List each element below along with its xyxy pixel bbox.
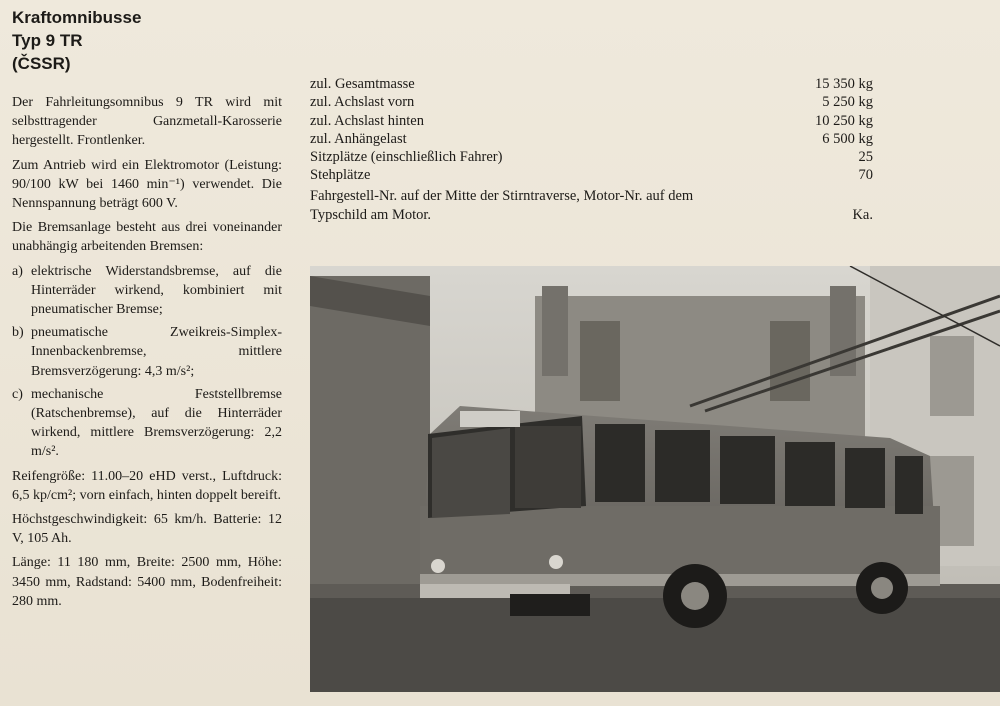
- spec-row: [310, 166, 873, 184]
- list-text: pneumatische Zweikreis-Simplex-Innenbackenbremse, mittlere Bremsverzögerung: 4,3 m/s²;: [31, 325, 282, 379]
- note-line: Fahrgestell-Nr. auf der Mitte der Stirntraverse, Motor-Nr. auf dem: [310, 188, 694, 204]
- spec-row: [310, 130, 873, 148]
- drive-paragraph: Zum Antrieb wird ein Elektromotor (Leistung: 90/100 kW bei 1460 min⁻¹) verwendet. Die Nennspannung beträgt 600 V.: [12, 157, 282, 212]
- list-marker: a): [12, 263, 23, 279]
- spec-row: [310, 93, 873, 111]
- headlight-right: [549, 555, 563, 569]
- destination-sign: [460, 411, 520, 427]
- list-text: elektrische Widerstandsbremse, auf die Hinterräder wirkend, kombiniert mit pneumatischer Bremse;: [31, 263, 282, 318]
- spec-value: 5 250 kg: [822, 94, 873, 111]
- spec-label: zul. Anhängelast: [310, 130, 407, 147]
- side-window: [595, 424, 645, 502]
- spec-label: Stehplätze: [310, 167, 371, 184]
- spec-value: 25: [858, 149, 873, 166]
- serial-number-note: [310, 187, 873, 225]
- spec-value: 6 500 kg: [822, 130, 873, 147]
- spec-label: zul. Achslast hinten: [310, 112, 424, 129]
- left-building: [310, 276, 430, 616]
- title-type: Typ 9 TR: [12, 31, 83, 50]
- spec-table: [310, 75, 873, 185]
- author-mark: Ka.: [852, 207, 873, 223]
- spec-row: [310, 112, 873, 130]
- brake-list: [12, 262, 282, 462]
- trolleybus-illustration: [310, 266, 1000, 692]
- spec-label: zul. Gesamtmasse: [310, 76, 415, 92]
- vehicle-title: [12, 6, 141, 75]
- dimensions-paragraph: Länge: 11 180 mm, Breite: 2500 mm, Höhe: 3450 mm, Radstand: 5400 mm, Bodenfreiheit: 280 mm.: [12, 555, 282, 609]
- spec-label: Sitzplätze (einschließlich Fahrer): [310, 149, 503, 166]
- description-column: [12, 93, 282, 616]
- speed-paragraph: Höchstgeschwindigkeit: 65 km/h. Batterie: 12 V, 105 Ah.: [12, 512, 282, 547]
- brake-item-a: [12, 262, 282, 320]
- spec-label: zul. Achslast vorn: [310, 94, 415, 111]
- brake-item-c: [12, 385, 282, 462]
- spec-value: 10 250 kg: [815, 112, 873, 129]
- headlight-left: [431, 559, 445, 573]
- trolleybus-photo: [310, 266, 1000, 692]
- title-country: (ČSSR): [12, 54, 71, 73]
- list-marker: c): [12, 386, 23, 402]
- spec-row: [310, 148, 873, 166]
- brake-item-b: [12, 323, 282, 381]
- title-category: Kraftomnibusse: [12, 8, 142, 27]
- note-line-last: [310, 206, 873, 225]
- list-text: mechanische Feststellbremse (Ratschenbremse), auf die Hinterräder wirkend, mittlere Bremsverzögerung: 2,2 m/s².: [31, 386, 282, 460]
- spec-row: [310, 75, 873, 93]
- list-marker: b): [12, 325, 24, 341]
- note-line: Typschild am Motor.: [310, 207, 432, 223]
- brake-intro-paragraph: Die Bremsanlage besteht aus drei voneinander unabhängig arbeitenden Bremsen:: [12, 220, 282, 255]
- spec-value: 70: [858, 167, 873, 184]
- spec-value: 15 350 kg: [815, 76, 873, 92]
- street: [310, 596, 1000, 692]
- description-paragraph: Der Fahrleitungsomnibus 9 TR wird mit selbsttragender Ganzmetall-Karosserie hergestellt. Frontlenker.: [12, 95, 282, 149]
- tire-paragraph: Reifengröße: 11.00–20 eHD verst., Luftdruck: 6,5 kp/cm²; vorn einfach, hinten doppelt bereift.: [12, 468, 282, 503]
